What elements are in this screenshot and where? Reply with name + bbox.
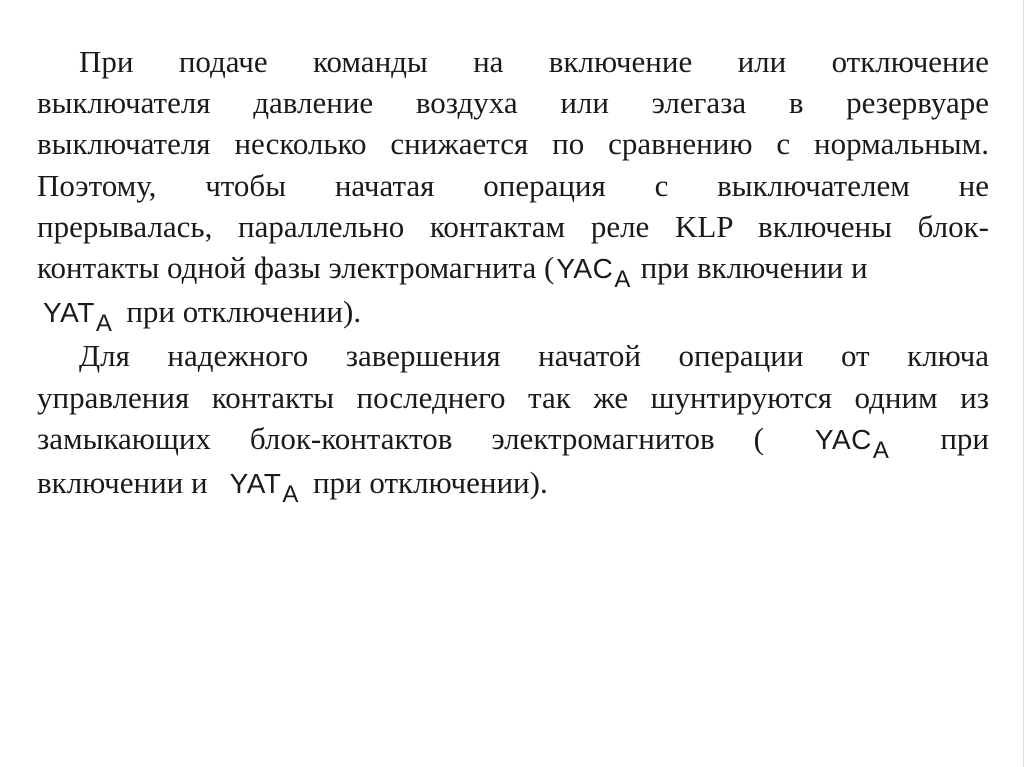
line-7-text-after: при отключении). [126,294,362,330]
paragraph-1-line-5: прерывалась, параллельно контактам реле KLP включены блок- [37,208,989,244]
formula-main: YAT [43,297,95,329]
formula-main: YAC [556,253,614,285]
line-11-text-before: замыкающих блок-контактов электромагнитов ( [37,420,764,456]
formula-yac-a [556,248,631,294]
formula-subscript: A [872,436,890,464]
body-text [37,41,990,509]
paragraph-2-line-2: управления контакты последнего так же шунтируются одним из [37,379,989,415]
paragraph-1 [37,41,989,338]
line-12-text-after: при отключении). [312,465,548,501]
paragraph-1-line-6 [37,247,989,294]
line-6-text-before: контакты одной фазы электромагнита ( [37,250,555,286]
line-11-text-after: при [940,420,990,456]
paragraph-1-line-1: При подаче команды на включение или отключение [79,44,989,79]
formula-subscript: A [614,266,631,294]
formula-yat-a [43,292,113,338]
formula-subscript: A [95,310,113,338]
paragraph-2-line-4 [37,462,989,509]
paragraph-1-line-3: выключателя несколько снижается по сравнению с нормальным. [37,126,989,162]
formula-main: YAC [814,423,872,455]
formula-yat-a [229,463,299,509]
formula-main: YAT [229,468,282,500]
paragraph-1-line-4: Поэтому, чтобы начатая операция с выключателем не [37,167,989,203]
paragraph-2-line-3 [37,418,989,462]
paragraph-2 [37,335,990,509]
formula-subscript: A [282,481,299,509]
line-12-text-before: включении и [37,465,208,501]
paragraph-1-line-2: выключателя давление воздуха или элегаза в резервуаре [37,85,989,121]
paragraph-2-line-1: Для надежного завершения начатой операции от ключа [79,338,989,374]
paragraph-1-line-7 [37,291,989,338]
formula-yac-a [815,419,890,462]
line-6-text-after: при включении и [632,250,868,286]
